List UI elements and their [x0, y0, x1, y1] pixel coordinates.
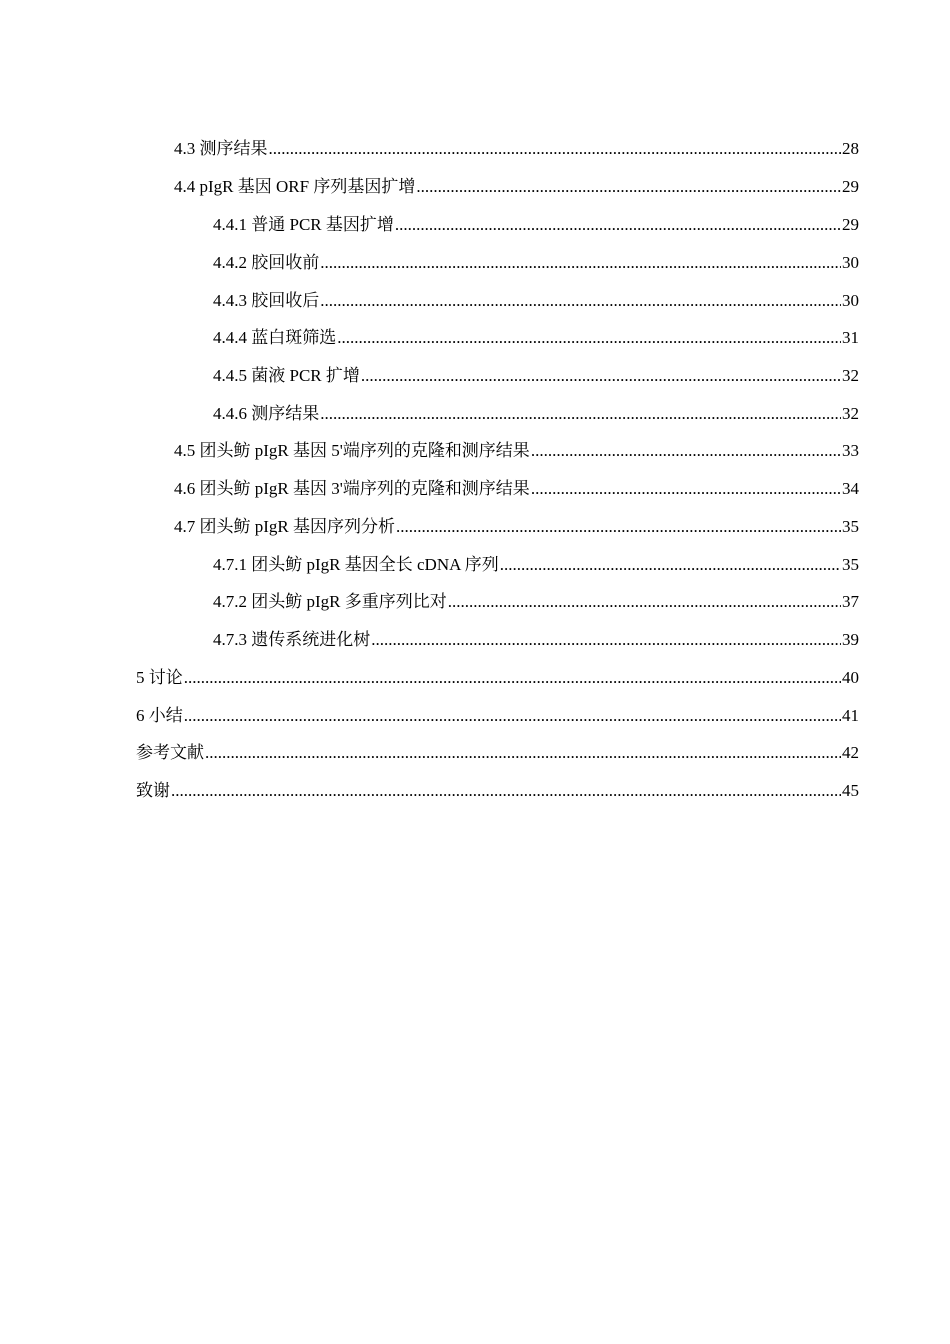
- toc-entry-title[interactable]: 5 讨论: [136, 668, 183, 687]
- toc-page-number: 35: [842, 517, 859, 536]
- toc-entry[interactable]: [213, 357, 859, 395]
- toc-entry[interactable]: [213, 244, 859, 282]
- toc-dot-leader: [184, 697, 841, 735]
- toc-entry-title[interactable]: 4.4.2 胶回收前: [213, 253, 320, 272]
- toc-page-number: 41: [842, 706, 859, 725]
- toc-entry[interactable]: [136, 697, 859, 735]
- toc-page-number: 29: [842, 177, 859, 196]
- toc-page-number: 45: [842, 781, 859, 800]
- toc-dot-leader: [184, 659, 841, 697]
- toc-dot-leader: [320, 395, 841, 433]
- toc-dot-leader: [320, 244, 841, 282]
- toc-entry-title[interactable]: 4.4.6 测序结果: [213, 404, 320, 423]
- toc-dot-leader: [500, 546, 841, 584]
- toc-page-number: 33: [842, 441, 859, 460]
- toc-page-number: 30: [842, 291, 859, 310]
- toc-dot-leader: [269, 130, 842, 168]
- toc-page-number: 34: [842, 479, 859, 498]
- toc-dot-leader: [361, 357, 841, 395]
- toc-entry[interactable]: [174, 432, 859, 470]
- toc-entry-title[interactable]: 4.4.4 蓝白斑筛选: [213, 328, 337, 347]
- toc-entry[interactable]: [213, 282, 859, 320]
- toc-entry-title[interactable]: 4.4 pIgR 基因 ORF 序列基因扩增: [174, 177, 416, 196]
- toc-entry-title[interactable]: 4.4.3 胶回收后: [213, 291, 320, 310]
- toc-entry[interactable]: [174, 130, 859, 168]
- toc-page-number: 32: [842, 366, 859, 385]
- toc-page-number: 32: [842, 404, 859, 423]
- toc-entry[interactable]: [136, 659, 859, 697]
- toc-dot-leader: [396, 508, 841, 546]
- toc-page-number: 28: [842, 139, 859, 158]
- toc-page-number: 42: [842, 743, 859, 762]
- toc-page-number: 35: [842, 555, 859, 574]
- toc-page-number: 31: [842, 328, 859, 347]
- toc-entry[interactable]: [136, 772, 859, 810]
- toc-entry[interactable]: [213, 583, 859, 621]
- toc-entry-title[interactable]: 4.7 团头鲂 pIgR 基因序列分析: [174, 517, 395, 536]
- toc-dot-leader: [531, 470, 841, 508]
- toc-entry-title[interactable]: 6 小结: [136, 706, 183, 725]
- toc-dot-leader: [337, 319, 841, 357]
- toc-dot-leader: [371, 621, 841, 659]
- toc-dot-leader: [531, 432, 841, 470]
- toc-entry-title[interactable]: 4.7.1 团头鲂 pIgR 基因全长 cDNA 序列: [213, 555, 499, 574]
- toc-dot-leader: [448, 583, 841, 621]
- toc-page-number: 37: [842, 592, 859, 611]
- toc-entry[interactable]: [174, 168, 859, 206]
- toc-entry-title[interactable]: 4.3 测序结果: [174, 139, 268, 158]
- toc-page-number: 30: [842, 253, 859, 272]
- toc-dot-leader: [205, 734, 841, 772]
- toc-entry-title[interactable]: 4.7.2 团头鲂 pIgR 多重序列比对: [213, 592, 447, 611]
- toc-entry[interactable]: [213, 319, 859, 357]
- toc-entry-title[interactable]: 4.6 团头鲂 pIgR 基因 3'端序列的克隆和测序结果: [174, 479, 530, 498]
- toc-page-number: 29: [842, 215, 859, 234]
- toc-page-number: 39: [842, 630, 859, 649]
- toc-dot-leader: [416, 168, 841, 206]
- toc-entry-title[interactable]: 4.4.5 菌液 PCR 扩增: [213, 366, 360, 385]
- toc-entry-title[interactable]: 致谢: [136, 781, 170, 800]
- toc-entry[interactable]: [174, 508, 859, 546]
- toc-entry[interactable]: [213, 546, 859, 584]
- toc-entry-title[interactable]: 4.5 团头鲂 pIgR 基因 5'端序列的克隆和测序结果: [174, 441, 530, 460]
- toc-entry-title[interactable]: 参考文献: [136, 743, 204, 762]
- toc-dot-leader: [171, 772, 841, 810]
- toc-entry[interactable]: [213, 395, 859, 433]
- toc-entry[interactable]: [174, 470, 859, 508]
- toc-entry[interactable]: [136, 734, 859, 772]
- toc-entry-title[interactable]: 4.4.1 普通 PCR 基因扩增: [213, 215, 394, 234]
- toc-dot-leader: [320, 282, 841, 320]
- toc-entry-title[interactable]: 4.7.3 遗传系统进化树: [213, 630, 371, 649]
- toc-entry[interactable]: [213, 206, 859, 244]
- toc-page-number: 40: [842, 668, 859, 687]
- toc-dot-leader: [395, 206, 841, 244]
- toc-entry[interactable]: [213, 621, 859, 659]
